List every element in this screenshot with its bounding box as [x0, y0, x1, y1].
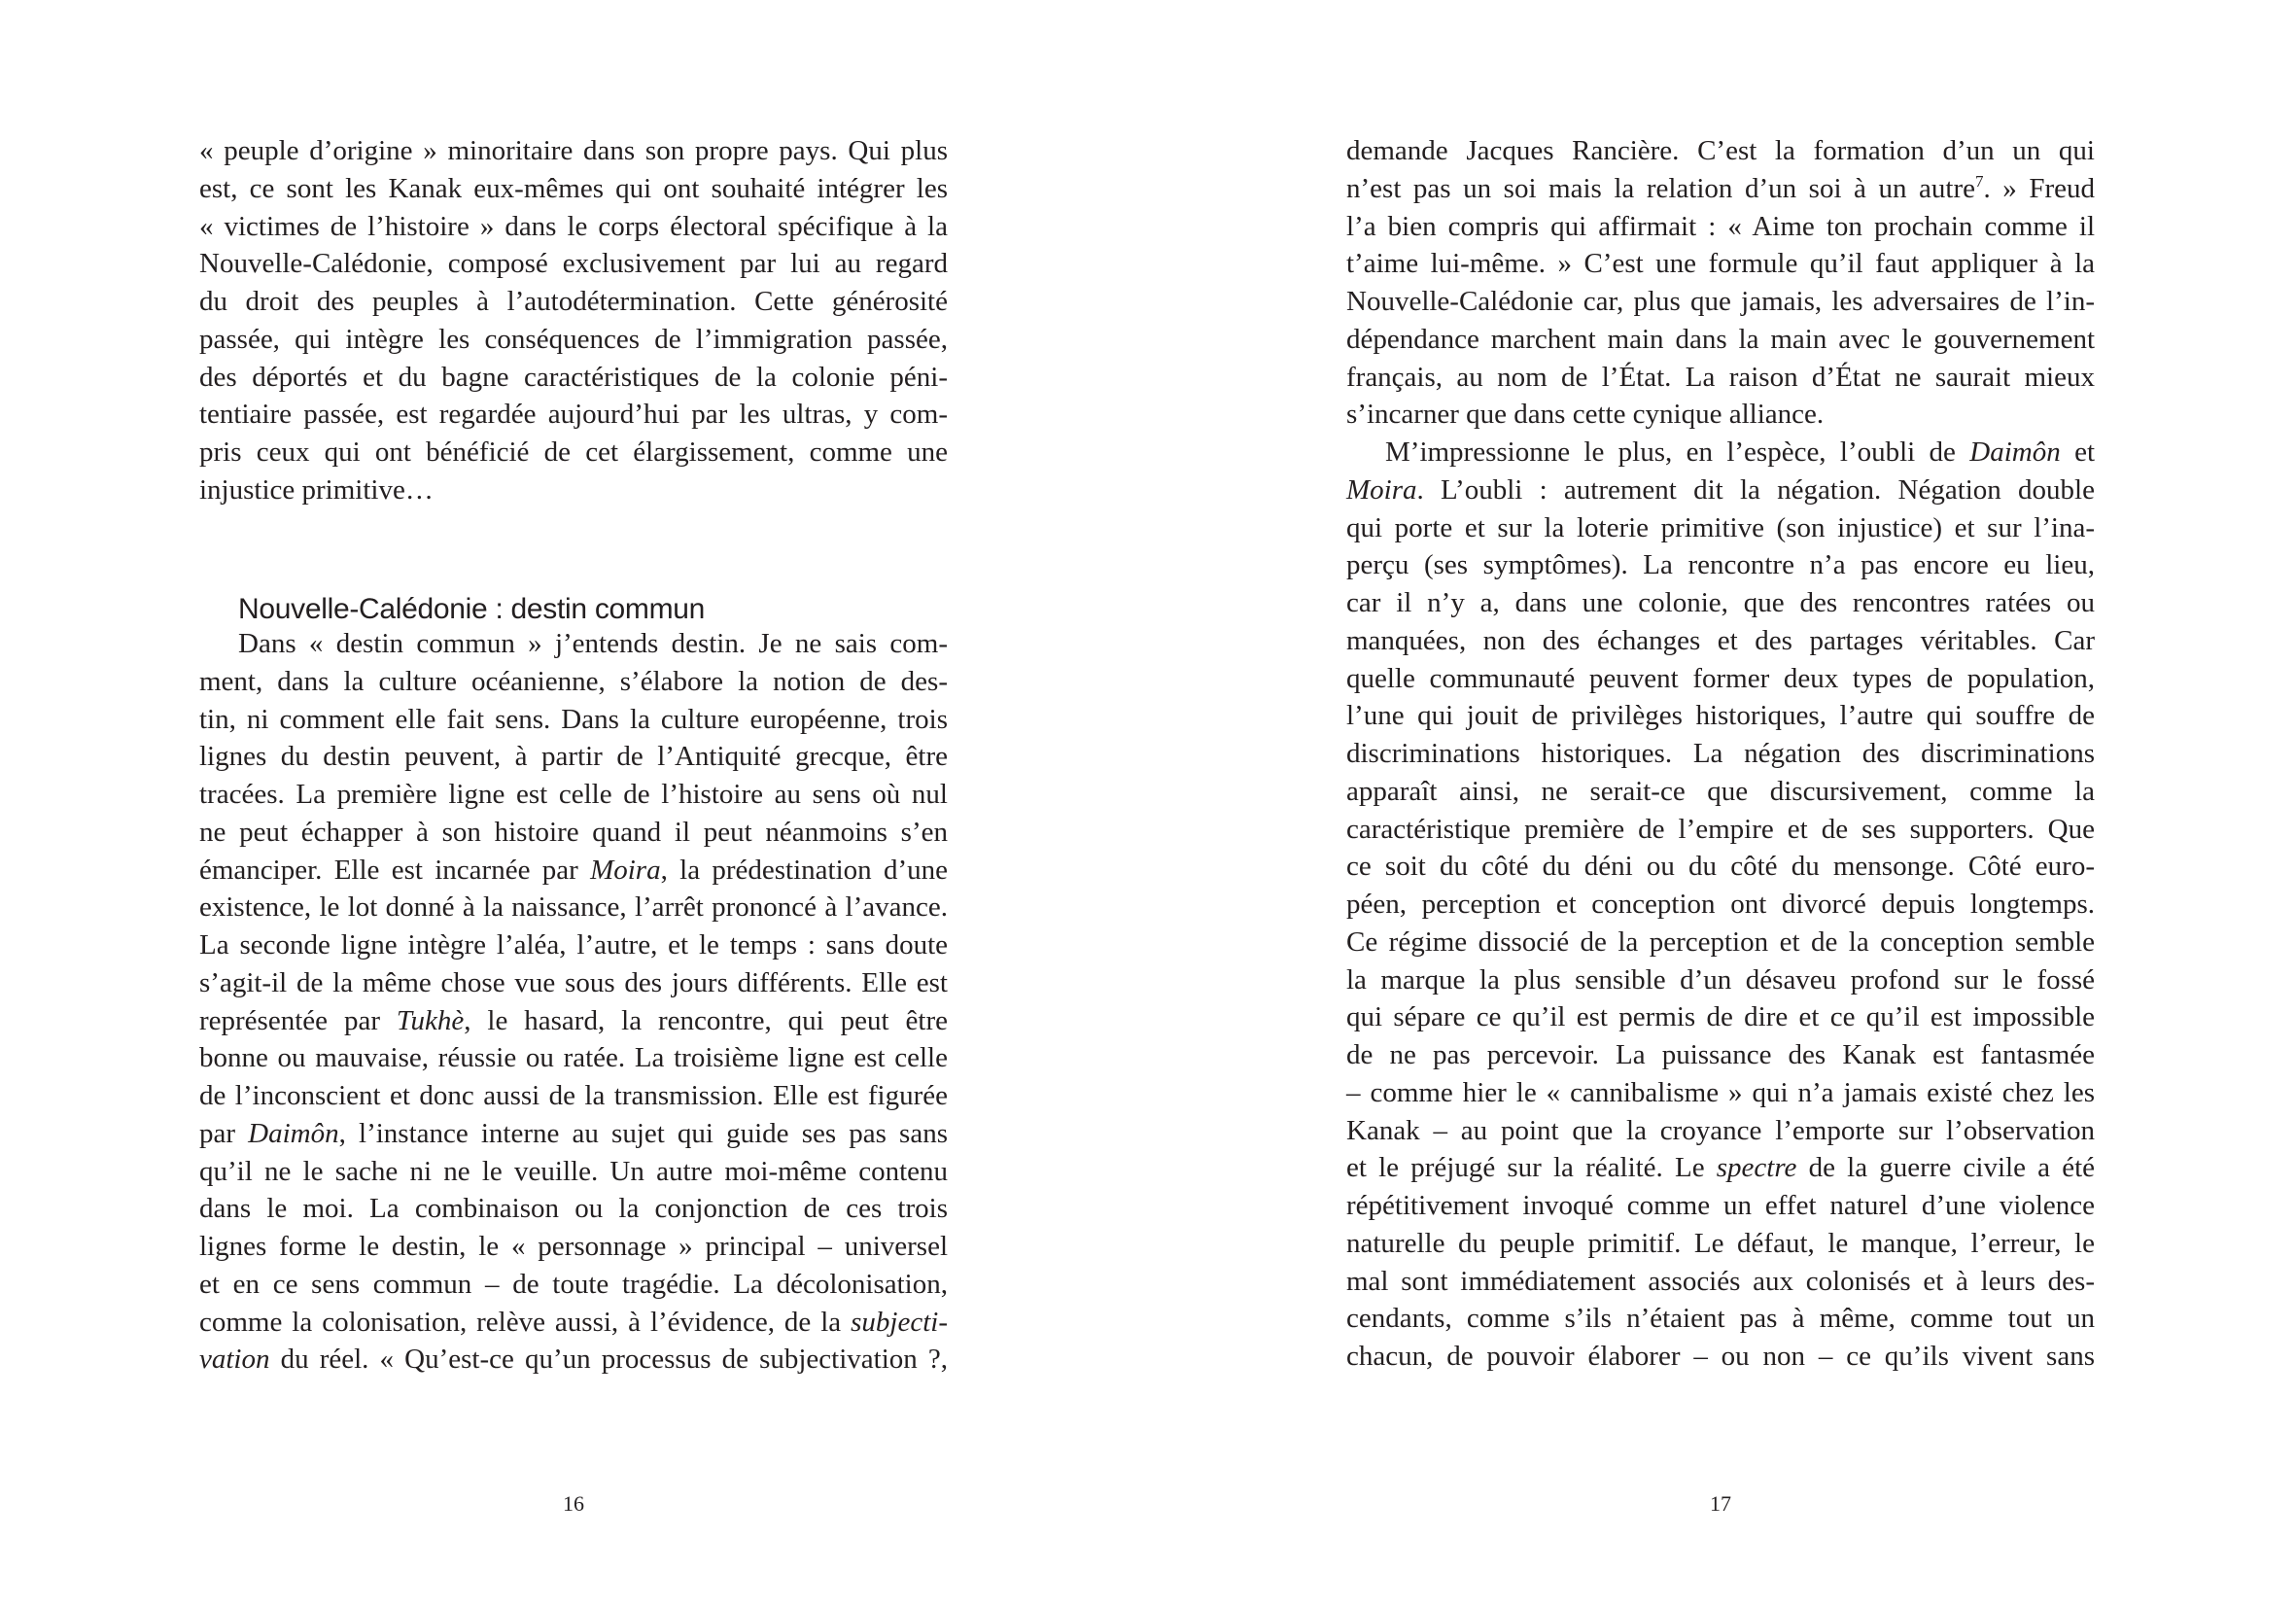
text-line: [199, 625, 948, 663]
text-run: ce soit du côté du déni ou du côté du mensonge. Côté euro-: [1346, 851, 2095, 883]
text-line: [1346, 773, 2095, 811]
text-run: émanciper. Elle est incarnée par: [199, 854, 591, 886]
text-line: [1346, 1338, 2095, 1376]
text-run: – comme hier le « cannibalisme » qui n’a jamais existé chez les: [1346, 1076, 2095, 1108]
text-run: quelle communauté peuvent former deux types de population,: [1346, 662, 2095, 694]
right-page: [1148, 0, 2296, 1607]
text-run: t’aime lui-même. » C’est une formule qu’il faut appliquer à la: [1346, 248, 2095, 280]
text-line: [1346, 546, 2095, 584]
section-heading: Nouvelle-Calédonie : destin commun: [238, 593, 706, 625]
page-number: 16: [563, 1491, 584, 1516]
text-run: tin, ni comment elle fait sens. Dans la culture européenne, trois: [199, 703, 948, 735]
text-run: tracées. La première ligne est celle de l’histoire au sens où nul: [199, 779, 948, 810]
text-run: existence, le lot donné à la naissance, l’arrêt prononcé à l’avance.: [199, 891, 948, 924]
text-line: [1346, 1074, 2095, 1112]
text-run: mal sont immédiatement associés aux colonisés et à leurs des-: [1346, 1265, 2095, 1297]
text-run: qui sépare ce qu’il est permis de dire et ce qu’il est impossible: [1346, 1001, 2095, 1033]
text-run: du réel. « Qu’est-ce qu’un processus de subjectivation ?,: [269, 1344, 948, 1376]
text-run: ment, dans la culture océanienne, s’élabore la notion de des-: [199, 665, 948, 697]
text-run: la marque la plus sensible d’un désaveu profond sur le fossé: [1346, 963, 2095, 996]
text-line: [1346, 509, 2095, 547]
text-run: bonne ou mauvaise, réussie ou ratée. La troisième ligne est celle: [199, 1042, 948, 1074]
text-line: [199, 738, 948, 776]
text-run: « victimes de l’histoire » dans le corps électoral spécifique à la: [199, 210, 948, 242]
text-line: [1346, 245, 2095, 283]
text-line: [1346, 1300, 2095, 1338]
text-line: [1346, 1149, 2095, 1187]
text-run: . L’oubli : autrement dit la négation. Négation double: [1416, 473, 2095, 506]
text-line: [1346, 170, 2095, 208]
text-line: [1346, 1263, 2095, 1301]
text-line: [199, 663, 948, 701]
text-line: [1346, 208, 2095, 246]
text-run: l’une qui jouit de privilèges historiques, l’autre qui souffre de: [1346, 700, 2095, 732]
text-run: car il n’y a, dans une colonie, que des rencontres ratées ou: [1346, 587, 2095, 618]
italic-term: Moira: [590, 854, 661, 886]
text-run: dépendance marchent main dans la main avec le gouvernement: [1346, 323, 2095, 355]
text-line: [1346, 1225, 2095, 1263]
text-run: s’agit-il de la même chose vue sous des jours différents. Elle est: [199, 966, 948, 998]
text-run: français, au nom de l’État. La raison d’État ne saurait mieux: [1346, 361, 2095, 393]
text-run: Nouvelle-Calédonie car, plus que jamais, les adversaires de l’in-: [1346, 286, 2095, 317]
text-run: , le hasard, la rencontre, qui peut être: [464, 1004, 948, 1036]
text-run: représentée par: [199, 1004, 397, 1036]
text-line: [199, 472, 948, 509]
text-line: [1346, 396, 2095, 434]
text-run: n’est pas un soi mais la relation d’un soi à un autre: [1346, 172, 1975, 204]
text-line: [1346, 1112, 2095, 1150]
text-run: Dans « destin commun » j’entends destin. Je ne sais com-: [238, 628, 948, 659]
text-line: [1346, 622, 2095, 660]
text-run: Nouvelle-Calédonie, composé exclusivement par lui au regard: [199, 248, 948, 280]
text-line: [199, 852, 948, 890]
text-run: chacun, de pouvoir élaborer – ou non – ce qu’ils vivent sans: [1346, 1341, 2095, 1372]
text-line: [1346, 359, 2095, 397]
text-run: Kanak – au point que la croyance l’emporte sur l’observation: [1346, 1114, 2095, 1146]
italic-term: subjecti-: [851, 1306, 948, 1338]
text-run: par: [199, 1117, 249, 1149]
text-line: [1346, 283, 2095, 321]
text-line: [1346, 998, 2095, 1036]
text-line: [1346, 886, 2095, 924]
text-run: Ce régime dissocié de la perception et de la conception semble: [1346, 926, 2095, 958]
text-line: [1346, 434, 2095, 472]
text-run: est, ce sont les Kanak eux-mêmes qui ont souhaité intégrer les: [199, 172, 948, 204]
italic-term: Moira: [1346, 473, 1417, 506]
text-line: [199, 889, 948, 926]
text-run: qu’il ne le sache ni ne le veuille. Un autre moi-même contenu: [199, 1155, 948, 1187]
text-run: injustice primitive…: [199, 473, 434, 506]
text-line: [1346, 132, 2095, 170]
text-line: [1346, 811, 2095, 849]
text-run: des déportés et du bagne caractéristiques de la colonie péni-: [199, 361, 948, 393]
text-run: dans le moi. La combinaison ou la conjonction de ces trois: [199, 1193, 948, 1225]
text-run: de l’inconscient et donc aussi de la transmission. Elle est figurée: [199, 1080, 948, 1111]
text-run: passée, qui intègre les conséquences de l’immigration passée,: [199, 323, 948, 355]
text-line: [199, 776, 948, 814]
text-run: s’incarner que dans cette cynique alliance.: [1346, 399, 1825, 431]
text-run: , la prédestination d’une: [660, 854, 948, 886]
italic-term: Tukhè: [396, 1004, 465, 1036]
text-line: [199, 701, 948, 739]
text-line: [199, 1115, 948, 1153]
italic-term: spectre: [1716, 1152, 1797, 1184]
text-run: lignes forme le destin, le « personnage » principal – universel: [199, 1231, 948, 1262]
text-line: [199, 1304, 948, 1342]
text-run: comme la colonisation, relève aussi, à l’évidence, de la: [199, 1306, 852, 1338]
text-line: [199, 434, 948, 472]
text-run: de ne pas percevoir. La puissance des Kanak est fantasmée: [1346, 1039, 2095, 1070]
text-run: péen, perception et conception ont divorcé depuis longtemps.: [1346, 889, 2095, 920]
text-line: [199, 1039, 948, 1077]
text-line: [199, 926, 948, 964]
text-run: naturelle du peuple primitif. Le défaut, le manque, l’erreur, le: [1346, 1227, 2095, 1259]
text-run: manquées, non des échanges et des partages véritables. Car: [1346, 624, 2095, 656]
text-run: « peuple d’origine » minoritaire dans son propre pays. Qui plus: [199, 135, 948, 166]
text-line: [199, 1266, 948, 1304]
text-line: [1346, 697, 2095, 735]
text-line: [199, 245, 948, 283]
text-line: [1346, 472, 2095, 509]
text-run: et en ce sens commun – de toute tragédie. La décolonisation,: [199, 1268, 948, 1300]
text-line: [199, 396, 948, 434]
text-line: [199, 132, 948, 170]
text-run: et: [2060, 437, 2095, 468]
text-run: qui porte et sur la loterie primitive (son injustice) et sur l’ina-: [1346, 511, 2095, 543]
italic-term: Daimôn: [248, 1117, 339, 1149]
text-run: demande Jacques Rancière. C’est la formation d’un un qui: [1346, 135, 2095, 166]
text-run: répétitivement invoqué comme un effet naturel d’une violence: [1346, 1190, 2095, 1221]
text-run: La seconde ligne intègre l’aléa, l’autre, et le temps : sans doute: [199, 929, 948, 961]
text-line: [1346, 735, 2095, 773]
text-run: lignes du destin peuvent, à partir de l’Antiquité grecque, être: [199, 741, 948, 773]
text-run: caractéristique première de l’empire et de ses supporters. Que: [1346, 813, 2095, 845]
text-run: M’impressionne le plus, en l’espèce, l’oubli de: [1385, 437, 1970, 468]
text-line: [1346, 1036, 2095, 1074]
text-line: [1346, 961, 2095, 999]
text-run: pris ceux qui ont bénéficié de cet élargissement, comme une: [199, 437, 948, 468]
text-line: [199, 1153, 948, 1191]
text-line: [1346, 321, 2095, 359]
text-line: [199, 359, 948, 397]
text-line: [199, 283, 948, 321]
text-line: [199, 1077, 948, 1115]
text-run: l’a bien compris qui affirmait : « Aime ton prochain comme il: [1346, 210, 2095, 242]
text-line: [199, 208, 948, 246]
footnote-reference: 7: [1974, 171, 1984, 191]
text-run: apparaît ainsi, ne serait-ce que discursivement, comme la: [1346, 775, 2095, 807]
text-line: [1346, 1187, 2095, 1225]
text-line: [199, 1228, 948, 1266]
text-run: tentiaire passée, est regardée aujourd’hui par les ultras, y com-: [199, 399, 948, 431]
italic-term: Daimôn: [1969, 437, 2061, 468]
text-line: [1346, 660, 2095, 698]
text-line: [199, 1341, 948, 1379]
text-line: [199, 321, 948, 359]
text-line: [199, 170, 948, 208]
text-run: . » Freud: [1983, 172, 2095, 204]
text-line: [1346, 924, 2095, 961]
text-run: ne peut échapper à son histoire quand il peut néanmoins s’en: [199, 816, 948, 848]
text-run: discriminations historiques. La négation des discriminations: [1346, 738, 2095, 769]
text-line: [1346, 584, 2095, 622]
text-line: [199, 1190, 948, 1228]
text-run: , l’instance interne au sujet qui guide ses pas sans: [338, 1117, 948, 1149]
italic-term: vation: [199, 1344, 270, 1376]
text-run: perçu (ses symptômes). La rencontre n’a pas encore eu lieu,: [1346, 549, 2095, 581]
text-line: [199, 814, 948, 852]
text-line: [1346, 848, 2095, 886]
page-number: 17: [1710, 1491, 1731, 1516]
text-run: de la guerre civile a été: [1796, 1152, 2095, 1184]
text-run: et le préjugé sur la réalité. Le: [1346, 1152, 1717, 1184]
text-run: cendants, comme s’ils n’étaient pas à même, comme tout un: [1346, 1303, 2095, 1335]
text-run: du droit des peuples à l’autodétermination. Cette générosité: [199, 286, 948, 317]
text-line: [199, 964, 948, 1002]
text-line: [199, 1002, 948, 1040]
